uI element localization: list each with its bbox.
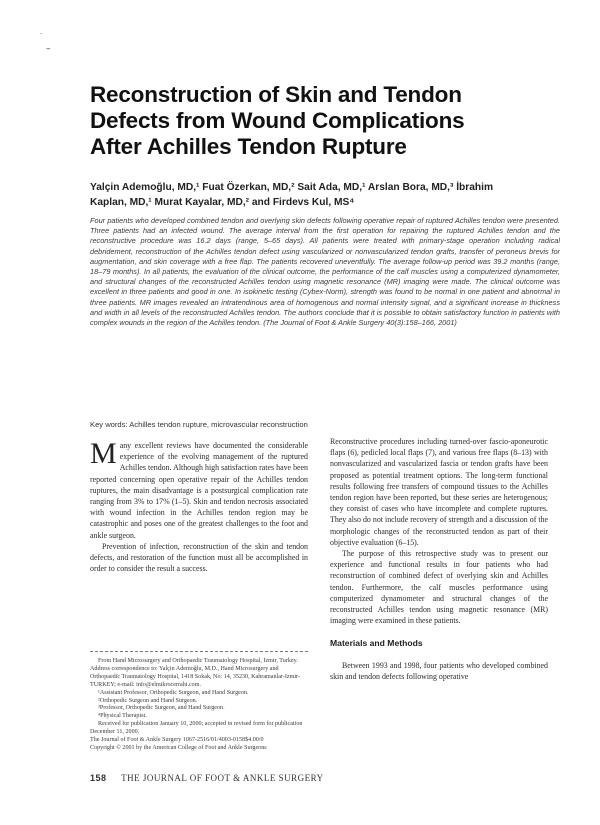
page-number: 158 (90, 773, 107, 783)
author-line: Kaplan, MD,¹ Murat Kayalar, MD,² and Firdevs Kul, MS⁴ (90, 197, 355, 208)
keywords: Key words: Achilles tendon rupture, microvascular reconstruction (90, 420, 308, 429)
footnotes (90, 658, 308, 753)
abstract: Four patients who developed combined tendon and overlying skin defects following operative repair of ruptured Achilles tendon were presented. Three patients had an infected wound. The average interval from the first operation for repairing the ruptured Achilles tendon and the reconstructive procedure was 16.2 days (range, 5–65 days). All patients were treated with primary-stage operation including radical debridement, reconstruction of the Achilles tendon defect using vascularized or nonvascularized tendon grafts, transfer of peroneus brevis for augmentation, and skin coverage with a free flap. The patients recovered uneventfully. The average follow-up period was 39.2 months (range, 18–79 months). In all patients, the evaluation of the clinical outcome, the performance of the calf muscles using a computerized dynamometer, and structural changes of the reconstructed Achilles tendon using magnetic resonance (MR) imaging were made. The clinical outcome was excellent in three patients and good in one. In isokinetic testing (Cybex-Norm), strength was found to be normal in one patient and abnormal in three patients. MR images revealed an intratendinous area of homogenous and normal intensity signal, and a significant increase in thickness and width in all levels of the reconstructed Achilles tendon. The authors conclude that it is possible to obtain satisfactory function in patients with complex wounds in the region of the Achilles tendon. (The Journal of Foot & Ankle Surgery 40(3):158–166, 2001) (90, 216, 560, 328)
body-paragraph: The purpose of this retrospective study was to present our experience and functional results in four patients who had reconstruction of combined defect of overlying skin and Achilles tendon. Furthermore, the calf muscles performance using computerized dynamometer and structural changes of the reconstructed Achilles tendon using magnetic resonance (MR) imaging were examined in these patients. (330, 549, 548, 626)
body-paragraph: Reconstructive procedures including turned-over fascio-aponeurotic flaps (6), pedicled local flaps (7), and various free flaps (8–13) with nonvascularized and vascularized fascia or tendon grafts have been proposed as potential treatment options. The long-term functional results following free transfers of compound tissues to the Achilles tendon region have been reported, but these series are heterogenous; they consist of cases who have incomplete and complete ruptures. They also do not include recovery of strength and a discussion of the morphologic changes of the reconstructed tendon as part of their objective evaluation (6–15). (330, 437, 548, 547)
footnote: ¹Assistant Professor, Orthopedic Surgeon, and Hand Surgeon. (98, 689, 249, 696)
title-line: After Achilles Tendon Rupture (90, 134, 407, 159)
title-line: Reconstruction of Skin and Tendon (90, 82, 462, 107)
author-list (90, 180, 560, 210)
footnote: From Hand Microsurgery and Orthopaedic Traumatology Hospital, Izmir, Turkey. Address correspondence to: Yalçin Ademoğlu, M.D., Hand Microsurgery and Orthopaedic Traumatology Hospital, 1418 Sokak, No: 14, 35230, Kahramanlar-Izmir-TURKEY; e-mail: info@elmikrocerrahi.com. (90, 658, 300, 688)
corner-mark: – (46, 44, 51, 54)
body-paragraph: Between 1993 and 1998, four patients who developed combined skin and tendon defects following operative (330, 660, 548, 681)
footnote: ³Professor, Orthopedic Surgeon, and Hand Surgeon. (98, 705, 225, 712)
intro-paragraph (90, 437, 308, 541)
page-footer (90, 773, 560, 783)
author-line: Yalçin Ademoğlu, MD,¹ Fuat Özerkan, MD,² Sait Ada, MD,¹ Arslan Bora, MD,³ İbrahim (90, 182, 494, 193)
title-line: Defects from Wound Complications (90, 108, 465, 133)
section-heading: Materials and Methods (330, 638, 423, 649)
drop-cap: M (90, 437, 117, 470)
right-column (330, 436, 548, 682)
intro-text: any excellent reviews have documented the considerable experience of the evolving management of the ruptured Achilles tendon. Although high satisfaction rates have been reported concerning open operative repair of the Achilles tendon ruptures, the main disadvantage is a postsurgical complication rate ranging from 3% to 17% (1–5). Skin and tendon necrosis associated with wound infection in the Achilles tendon region may be catastrophic and poses one of the greatest challenges to the foot and ankle surgeon. (90, 441, 308, 540)
journal-name: THE JOURNAL OF FOOT & ANKLE SURGERY (121, 773, 324, 783)
footnote: ⁴Physical Therapist. (98, 713, 147, 720)
article-title (90, 82, 530, 160)
left-column (90, 437, 308, 574)
footnote: Received for publication January 10, 2000; accepted in revised form for publication December 11, 2000. (90, 721, 303, 736)
footnote: ²Orthopedic Surgeon and Hand Surgeon. (98, 697, 198, 704)
footnote: The Journal of Foot & Ankle Surgery 1067-2516/01/4003-0158$4.00/0 (90, 737, 264, 744)
corner-mark: · (40, 30, 43, 38)
footnote-divider (90, 651, 308, 652)
footnote: Copyright © 2001 by the American College of Foot and Ankle Surgeons (90, 744, 267, 751)
body-paragraph: Prevention of infection, reconstruction of the skin and tendon defects, and restoration of the function must all be accomplished in order to consider the result a success. (90, 541, 308, 574)
